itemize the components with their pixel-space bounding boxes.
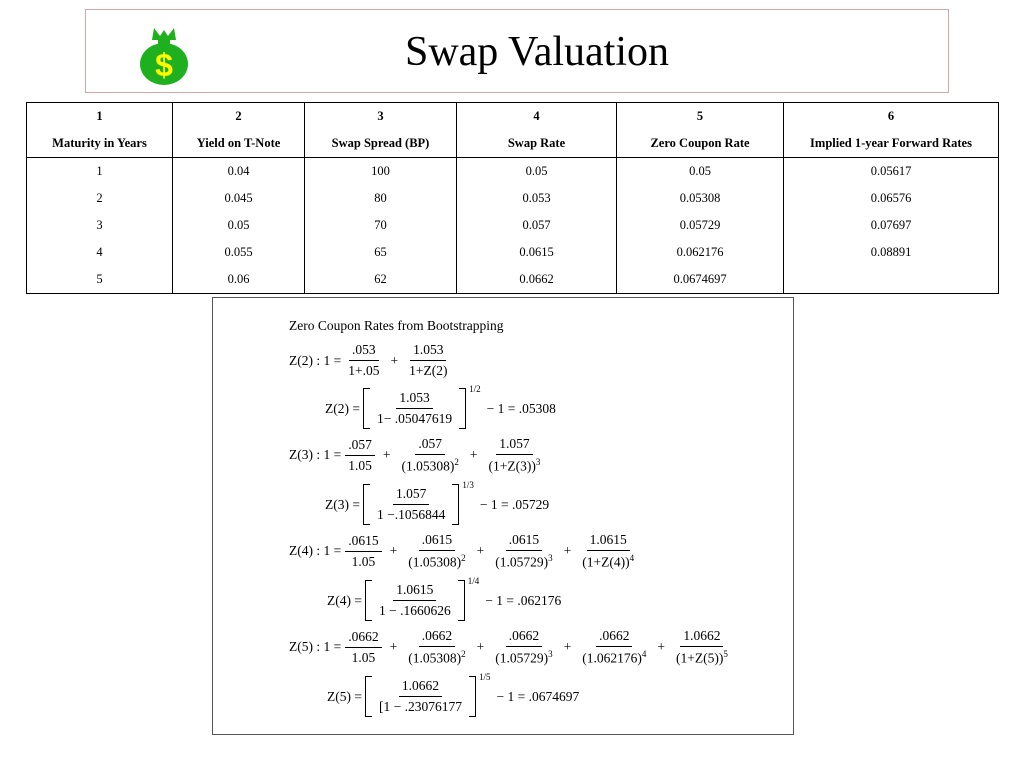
- table-cell: 0.0662: [457, 266, 617, 294]
- table-cell: 0.0615: [457, 239, 617, 266]
- table-cell: 0.05308: [617, 185, 784, 212]
- table-cell: 0.057: [457, 212, 617, 239]
- table-row: [27, 239, 999, 266]
- bracket: $\frac{1.053}{1- .05047619}$: [363, 388, 466, 429]
- table-cell: 70: [305, 212, 457, 239]
- table-cell: 0.045: [173, 185, 305, 212]
- col-header: Implied 1-year Forward Rates: [784, 130, 999, 158]
- z2-solution: Z(2) = $\frac{1.053}{1- .05047619}$ 1/2 − 1 = .05308: [325, 388, 556, 429]
- eq-label: Z(2) : 1 =: [289, 352, 342, 368]
- col-number: 3: [305, 103, 457, 131]
- z4-equation: Z(4) : 1 = $\frac{.0615}{1.05}$ + $\frac{.0615}{(1.05308)^2}$ + $\frac{.0615}{(1.05729)^3}$ + $\frac{1.0615}{(1+Z(4))^4}$: [289, 532, 635, 570]
- z2-equation: Z(2) : 1 = $\frac{.053}{1+.05}$ + $\frac{1.053}{1+Z(2)}$: [289, 342, 454, 379]
- col-number: 6: [784, 103, 999, 131]
- result: − 1 = .05308: [486, 400, 556, 416]
- col-header: Zero Coupon Rate: [617, 130, 784, 158]
- table-cell: 0.05: [173, 212, 305, 239]
- table-cell: 5: [27, 266, 173, 294]
- z3-equation: Z(3) : 1 = $\frac{.057}{1.05}$ + $\frac{.057}{(1.05308)^2}$ + $\frac{1.057}{(1+Z(3))^3}$: [289, 436, 541, 474]
- table-cell: 0.05729: [617, 212, 784, 239]
- fraction: $\frac{1.053}{1+Z(2)}$: [409, 342, 448, 378]
- table-cell: 62: [305, 266, 457, 294]
- table-cell: 0.08891: [784, 239, 999, 266]
- title-box: [85, 9, 949, 93]
- svg-text:$: $: [155, 47, 173, 83]
- fraction: $\frac{.053}{1+.05}$: [348, 342, 380, 378]
- table-cell: 80: [305, 185, 457, 212]
- col-header: Yield on T-Note: [173, 130, 305, 158]
- table-cell: 0.06: [173, 266, 305, 294]
- table-cell: 3: [27, 212, 173, 239]
- table-cell: 65: [305, 239, 457, 266]
- table-cell: 0.05617: [784, 158, 999, 186]
- table-row: [27, 212, 999, 239]
- eq-label: Z(2) =: [325, 400, 360, 416]
- col-number: 4: [457, 103, 617, 131]
- page-title: Swap Valuation: [404, 29, 670, 75]
- col-number: 2: [173, 103, 305, 131]
- col-number: 1: [27, 103, 173, 131]
- table-cell: 2: [27, 185, 173, 212]
- table-cell: 0.055: [173, 239, 305, 266]
- col-number: 5: [617, 103, 784, 131]
- swap-rates-table: [26, 102, 999, 294]
- table-cell: [784, 266, 999, 294]
- table-cell: 100: [305, 158, 457, 186]
- table-cell: 1: [27, 158, 173, 186]
- table-cell: 0.062176: [617, 239, 784, 266]
- bootstrapping-box: [212, 297, 794, 735]
- table-cell: 0.0674697: [617, 266, 784, 294]
- bootstrap-heading: Zero Coupon Rates from Bootstrapping: [289, 318, 504, 333]
- table-cell: 0.07697: [784, 212, 999, 239]
- table-row: [27, 266, 999, 294]
- col-header: Swap Spread (BP): [305, 130, 457, 158]
- z3-solution: Z(3) = $\frac{1.057}{1 -.1056844}$ 1/3 − 1 = .05729: [325, 484, 549, 525]
- table-cell: 0.05: [457, 158, 617, 186]
- table-cell: 0.05: [617, 158, 784, 186]
- table-cell: 0.06576: [784, 185, 999, 212]
- table-row: [27, 185, 999, 212]
- table-cell: 4: [27, 239, 173, 266]
- z5-equation: Z(5) : 1 = $\frac{.0662}{1.05}$ + $\frac{.0662}{(1.05308)^2}$ + $\frac{.0662}{(1.05729)^3}$ + $\frac{.0662}{(1.062176)^4}$ + $\frac{1.0662}{(1+Z(5))^5}$: [289, 628, 728, 666]
- table-cell: 0.04: [173, 158, 305, 186]
- table-cell: 0.053: [457, 185, 617, 212]
- z4-solution: Z(4) = $\frac{1.0615}{1 - .1660626}$ 1/4 − 1 = .062176: [327, 580, 561, 621]
- table-row: [27, 158, 999, 186]
- z5-solution: Z(5) = $\frac{1.0662}{[1 - .23076177}$ 1/5 − 1 = .0674697: [327, 676, 579, 717]
- col-header: Maturity in Years: [27, 130, 173, 158]
- col-header: Swap Rate: [457, 130, 617, 158]
